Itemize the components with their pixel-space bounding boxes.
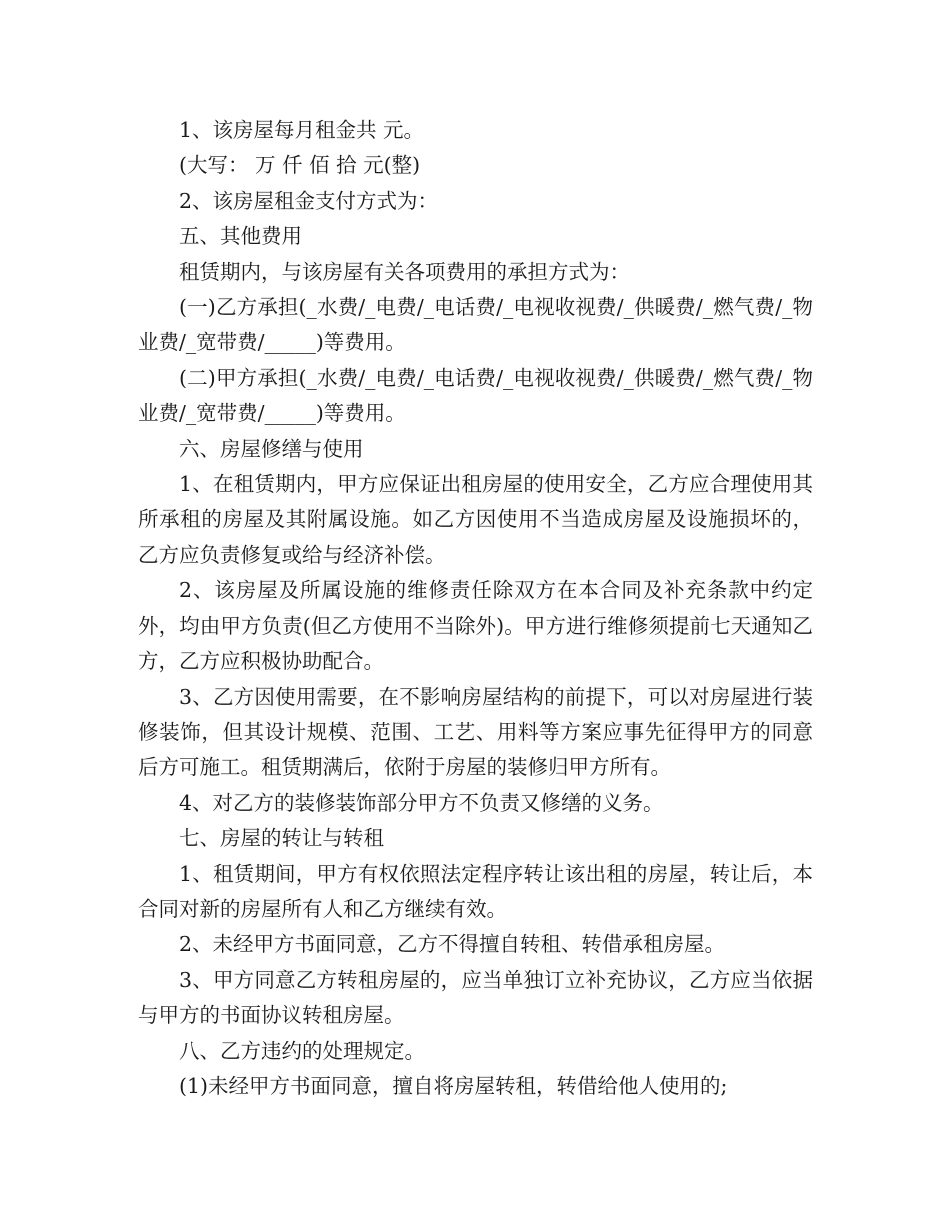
repair-clause-3: 3、乙方因使用需要，在不影响房屋结构的前提下，可以对房屋进行装修装饰，但其设计规模、范围、工艺、用料等方案应事先征得甲方的同意后方可施工。租赁期满后，依附于房屋的装修归甲方所有。	[138, 684, 813, 780]
section-heading-other-fees: 五、其他费用	[179, 224, 302, 249]
section-heading-transfer-sublet: 七、房屋的转让与转租	[179, 826, 384, 851]
repair-clause-1: 1、在租赁期内，甲方应保证出租房屋的使用安全，乙方应合理使用其所承租的房屋及其附属设施。如乙方因使用不当造成房屋及设施损坏的，乙方应负责修复或给与经济补偿。	[138, 472, 813, 567]
transfer-clause-1: 1、租赁期间，甲方有权依照法定程序转让该出租的房屋，转让后，本合同对新的房屋所有人和乙方继续有效。	[138, 861, 813, 921]
repair-clause-4: 4、对乙方的装修装饰部分甲方不负责又修缮的义务。	[179, 790, 664, 815]
document-body	[138, 113, 813, 1104]
section-heading-repair-use: 六、房屋修缮与使用	[179, 436, 364, 461]
tenant-fees-paragraph: (一)乙方承担(_水费/_电费/_电话费/_电视收视费/_供暖费/_燃气费/_物业费/_宽带费/_____)等费用。	[138, 295, 813, 355]
fees-intro-paragraph: 租赁期内，与该房屋有关各项费用的承担方式为：	[179, 259, 630, 284]
rent-payment-method-line: 2、该房屋租金支付方式为：	[179, 188, 439, 213]
landlord-fees-paragraph: (二)甲方承担(_水费/_电费/_电话费/_电视收视费/_供暖费/_燃气费/_物业费/_宽带费/_____)等费用。	[138, 365, 813, 426]
rent-amount-line: 1、该房屋每月租金共 元。	[179, 118, 425, 142]
rent-amount-capital-line: (大写： 万 仟 佰 拾 元(整)	[179, 153, 421, 178]
transfer-clause-3: 3、甲方同意乙方转租房屋的，应当单独订立补充协议，乙方应当依据与甲方的书面协议转租房屋。	[138, 967, 813, 1028]
breach-item-1: (1)未经甲方书面同意，擅自将房屋转租，转借给他人使用的;	[179, 1073, 728, 1098]
transfer-clause-2: 2、未经甲方书面同意，乙方不得擅自转租、转借承租房屋。	[179, 932, 726, 957]
section-heading-tenant-breach: 八、乙方违约的处理规定。	[179, 1038, 425, 1063]
repair-clause-2: 2、该房屋及所属设施的维修责任除双方在本合同及补充条款中约定外，均由甲方负责(但乙方使用不当除外)。甲方进行维修须提前七天通知乙方，乙方应积极协助配合。	[138, 578, 813, 674]
